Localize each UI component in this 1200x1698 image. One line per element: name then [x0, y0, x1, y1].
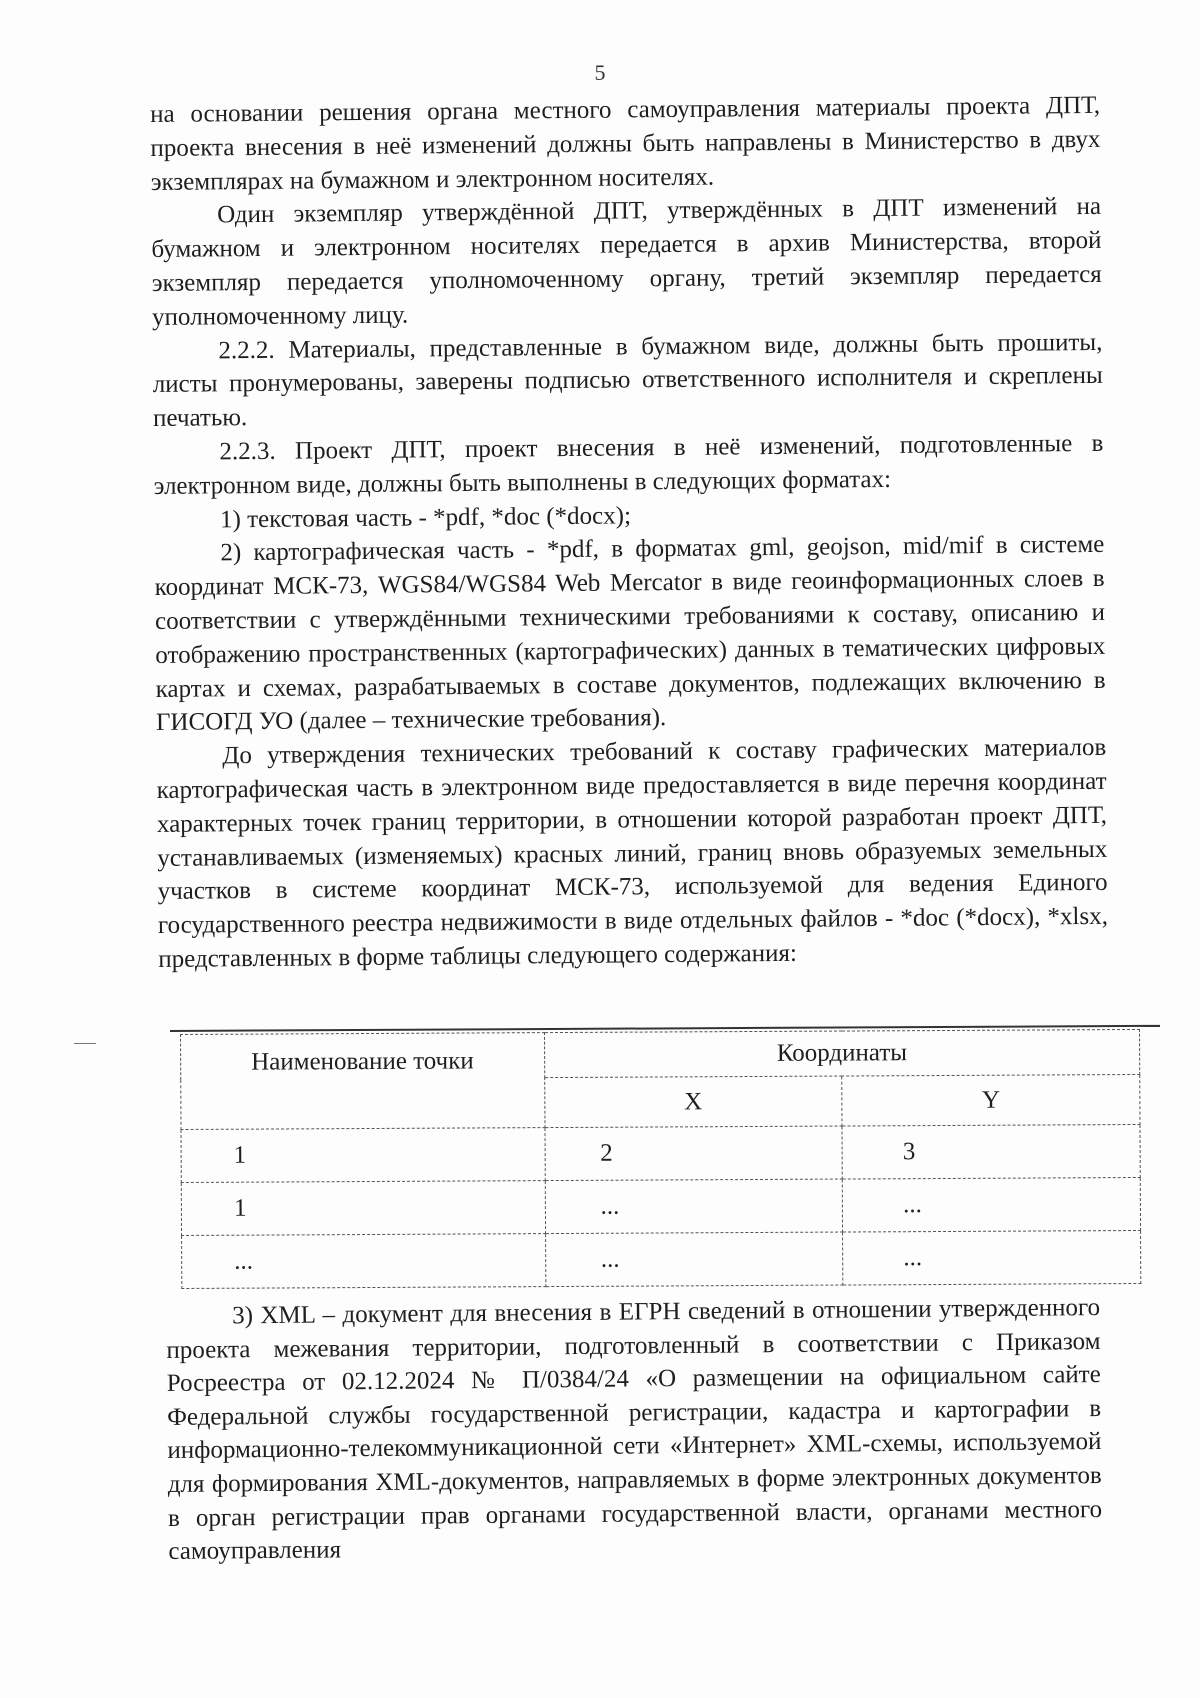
header-coordinates: Координаты — [544, 1029, 1140, 1078]
table-row — [181, 1124, 1140, 1182]
paragraph: 2.2.2. Материалы, представленные в бумажном виде, должны быть прошиты, листы пронумерованы, заверены подписью ответственного исполнителя и скреплены печатью. — [152, 328, 1103, 433]
cell-x: ... — [545, 1179, 843, 1234]
paragraph: 3) XML – документ для внесения в ЕГРН сведений в отношении утвержденного проекта межевания территории, подготовленный в соответствии с Приказом Росреестра от 02.12.2024 № П/0384/24 «О размещении на официальном сайте Федеральной службы государственной регистрации, кадастра и картографии в информационно-телекоммуникационной сети «Интернет» XML-схемы, используемой для формирования XML-документов, направляемых в форме электронных документов в орган регистрации прав органами государственной власти, органами местного самоуправления — [166, 1294, 1103, 1566]
cell-y: 3 — [842, 1124, 1140, 1179]
paragraph: До утверждения технических требований к составу графических материалов картографическая часть в электронном виде предоставляется в виде перечня координат характерных точек границ территории, в отношении которой разработан проект ДПТ, устанавливаемых (изменяемых) красных линий, границ вновь образуемых земельных участков в системе координат МСК-73, используемой для ведения Единого государственного реестра недвижимости в виде отдельных файлов - *doc (*docx), *xlsx, представленных в форме таблицы следующего содержания: — [156, 733, 1109, 973]
margin-mark — [74, 1043, 96, 1044]
cell-y: ... — [843, 1230, 1141, 1285]
cell-x: 2 — [545, 1126, 843, 1181]
page-number: 5 — [594, 60, 606, 85]
paragraph: 2) картографическая часть - *pdf, в форматах gml, geojson, mid/mif в системе координат МСК-73, WGS84/WGS84 Web Mercator в виде геоинформационных слоев в соответствии с утверждёнными техническими требованиями к составу, описанию и отображению пространственных (картографических) данных в тематических цифровых картах и схемах, разрабатываемых в составе документов, подлежащих включению в ГИСОГД УО (далее – технические требования). — [154, 531, 1106, 737]
paragraph: на основании решения органа местного самоуправления материалы проекта ДПТ, проекта внесения в неё изменений должны быть направлены в Министерство в двух экземплярах на бумажном и электронном носителях. — [150, 91, 1101, 196]
cell-point-name: 1 — [181, 1181, 545, 1236]
paragraph: 1) текстовая часть - *pdf, *doc (*docx); — [219, 501, 632, 533]
cell-point-name: 1 — [181, 1128, 545, 1183]
cell-x: ... — [545, 1232, 843, 1287]
header-x: X — [544, 1077, 842, 1128]
body-text-bottom — [166, 1291, 1103, 1569]
coordinates-table — [180, 1029, 1141, 1289]
table-row — [181, 1177, 1140, 1235]
table-header-row — [181, 1029, 1140, 1079]
header-point-name: Наименование точки — [181, 1033, 545, 1130]
table-row — [182, 1230, 1141, 1288]
cell-y: ... — [842, 1177, 1140, 1232]
header-y: Y — [842, 1075, 1140, 1126]
cell-point-name: ... — [182, 1234, 546, 1289]
body-text-top — [150, 89, 1108, 977]
paragraph: Один экземпляр утверждённой ДПТ, утверждённых в ДПТ изменений на бумажном и электронном носителях передается в архив Министерства, второй экземпляр передается уполномоченному органу, третий экземпляр передается уполномоченному лицу. — [151, 193, 1102, 331]
paragraph: 2.2.3. Проект ДПТ, проект внесения в неё изменений, подготовленные в электронном виде, должны быть выполнены в следующих форматах: — [153, 429, 1104, 500]
